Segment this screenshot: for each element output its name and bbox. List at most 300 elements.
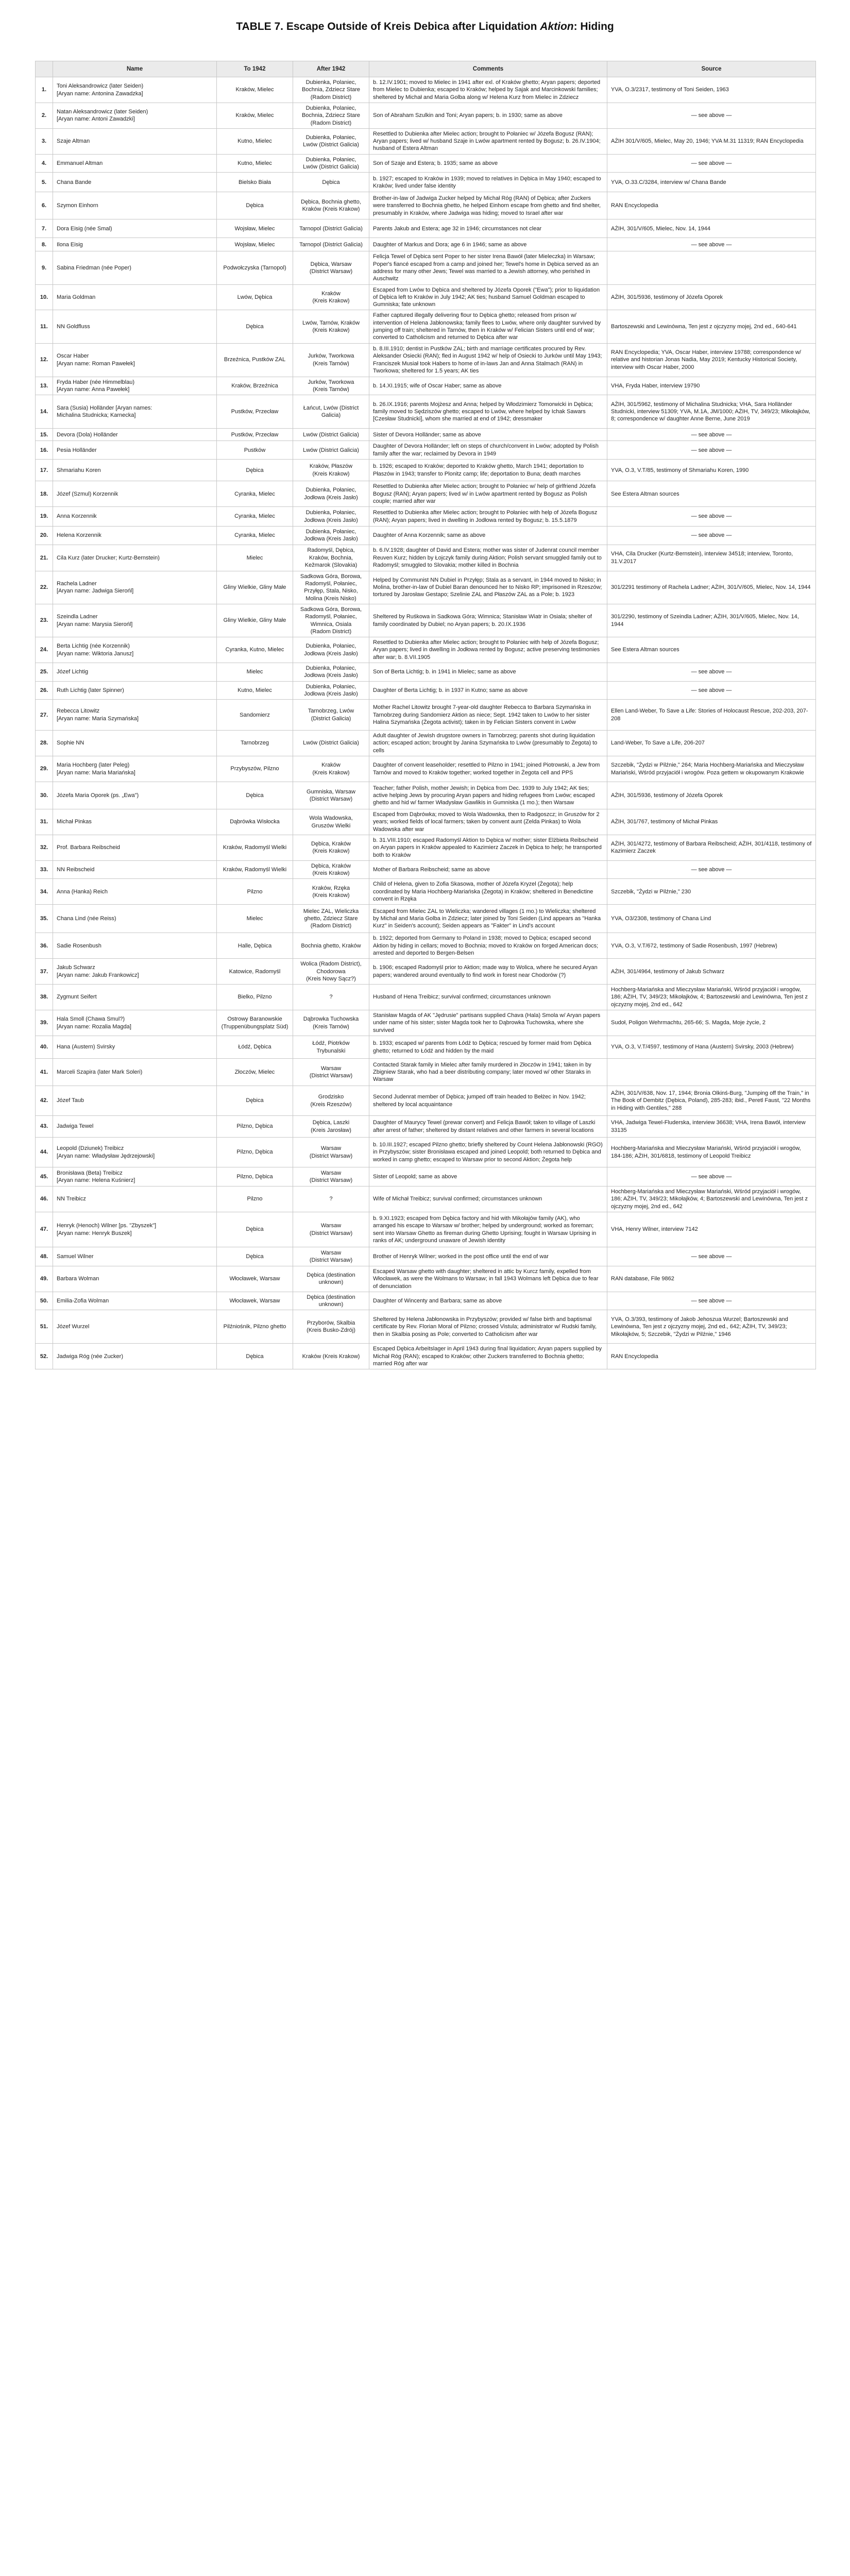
cell-line: Jadwiga Tewel: [57, 1123, 94, 1130]
row-number: 23.: [36, 604, 53, 637]
to-1942-cell: Przybyszów, Pilzno: [217, 756, 293, 782]
title-italic: Aktion: [540, 21, 574, 32]
to-1942-cell: Mielec: [217, 545, 293, 571]
row-number: 8.: [36, 238, 53, 251]
to-1942-cell: Dębica: [217, 782, 293, 809]
row-number: 46.: [36, 1187, 53, 1212]
source-cell: — see above —: [607, 103, 816, 129]
cell-line: Gruszów Wielki: [311, 822, 351, 829]
name-cell: [53, 310, 217, 343]
table-row: [36, 192, 816, 219]
cell-line: (District Warsaw): [309, 1257, 353, 1263]
cell-line: (Kreis Busko-Zdrój): [307, 1327, 355, 1334]
name-cell: [53, 1344, 217, 1369]
row-number: 36.: [36, 933, 53, 959]
cell-line: Kraków: [321, 762, 341, 769]
after-1942-cell: [293, 429, 369, 441]
table-row: [36, 782, 816, 809]
cell-line: ghetto, Zdziecz Stare: [304, 916, 358, 922]
name-cell: [53, 782, 217, 809]
cell-line: Jodłowa (Kreis Jasło): [304, 517, 358, 523]
comments-cell: Escaped Dębica Arbeitslager in April 1943 during final liquidation; Aryan papers supplied by Michał Róg (RAN); escaped to Kraków; other Zuckers transferred to Bochnia ghetto; married Róg after war: [369, 1344, 607, 1369]
cell-line: Wolica (Radom District),: [300, 961, 362, 968]
row-number: 30.: [36, 782, 53, 809]
header-row: [36, 61, 816, 77]
table-row: [36, 1212, 816, 1247]
source-cell: 301/2290, testimony of Szeindla Ladner; AŻIH, 301/V/605, Mielec, Nov. 14, 1944: [607, 604, 816, 637]
name-cell: [53, 238, 217, 251]
to-1942-cell: Pilzno: [217, 879, 293, 905]
after-1942-cell: [293, 481, 369, 507]
cell-line: Rachela Ladner: [57, 581, 97, 587]
cell-line: Shmariahu Koren: [57, 467, 101, 473]
to-1942-cell: Dębica: [217, 310, 293, 343]
to-1942-cell: Mielec: [217, 663, 293, 681]
table-row: [36, 1059, 816, 1086]
comments-cell: b. 8.III.1910; dentist in Pustków ZAL; birth and marriage certificates procured by Rev. Aleksander Osiecki (RAN); fled in August 1942 w/ help of Osiecki to Jurków until May 1943; Franciszek Musiał took Habers to home of in-laws Jan and Anna Stalmach (RAN) in Tworkowa; sheltered for 1.5 years; AK ties: [369, 343, 607, 377]
name-cell: [53, 879, 217, 905]
cell-line: Bochnia, Zdziecz Stare: [301, 112, 361, 119]
cell-line: (Kreis Krakow): [312, 769, 350, 776]
name-cell: [53, 154, 217, 173]
comments-cell: b. 1906; escaped Radomyśl prior to Aktion; made way to Wolica, where he secured Aryan papers; wandered around eventually to find work in forest near Chodorów (?): [369, 959, 607, 985]
cell-line: Józef (Szmul) Korzennik: [57, 490, 118, 497]
row-number: 48.: [36, 1247, 53, 1266]
name-cell: [53, 251, 217, 284]
cell-line: [Aryan name: Antoni Zawadzki]: [57, 116, 135, 123]
row-number: 7.: [36, 219, 53, 238]
name-cell: [53, 1116, 217, 1138]
row-number: 3.: [36, 128, 53, 154]
after-1942-cell: [293, 173, 369, 192]
cell-line: Kraków, Bochnia,: [309, 554, 353, 561]
cell-line: Cila Kurz (later Drucker; Kurtz-Bernstein): [57, 554, 160, 561]
cell-line: Chana Bande: [57, 179, 92, 185]
table-row: [36, 835, 816, 860]
row-number: 34.: [36, 879, 53, 905]
cell-line: NN Treibicz: [57, 1196, 86, 1202]
to-1942-cell: Złoczów, Mielec: [217, 1059, 293, 1086]
table-row: [36, 1292, 816, 1310]
to-1942-cell: Kutno, Mielec: [217, 681, 293, 700]
source-cell: AŻIH, 301/5962, testimony of Michalina Studnicka; VHA, Sara Holländer Studnicki, interview 51309; YVA, M.1A, JM/1000; AŻIH, TV, 349/23; Mikołajków, 8; correspondence w/ daughter Anne Berne, June 2019: [607, 395, 816, 429]
comments-cell: b. 6.IV.1928; daughter of David and Estera; mother was sister of Judenrat council member Reuven Kurz; hidden by Łojczyk family during Aktion; Polish servant smuggled family out to Radomyśl; smuggled to Slovakia; mother killed in Bochnia: [369, 545, 607, 571]
source-cell: Bartoszewski and Lewinówna, Ten jest z ojczyzny mojej, 2nd ed., 640-641: [607, 310, 816, 343]
table-row: [36, 429, 816, 441]
row-number: 2.: [36, 103, 53, 129]
source-cell: 301/2291 testimony of Rachela Ladner; AŻIH, 301/V/605, Mielec, Nov. 14, 1944: [607, 571, 816, 604]
comments-cell: Stanisław Magda of AK "Jędrusie" partisans supplied Chava (Hala) Smola w/ Aryan papers under name of his sister; sister Magda took her to Dąbrowka Tuchowska, where she survived: [369, 1010, 607, 1036]
cell-line: Fryda Haber (née Himmelblau): [57, 379, 134, 385]
after-1942-cell: [293, 933, 369, 959]
table-row: [36, 905, 816, 933]
to-1942-cell: Pilzno: [217, 1187, 293, 1212]
table-row: [36, 860, 816, 879]
cell-line: Warsaw: [320, 1170, 342, 1176]
comments-cell: Wife of Michał Treibicz; survival confirmed; circumstances unknown: [369, 1187, 607, 1212]
to-1942-cell: Kutno, Mielec: [217, 128, 293, 154]
cell-line: Warsaw: [320, 1249, 342, 1256]
cell-line: Hala Smoll (Chawa Smul?): [57, 1016, 125, 1023]
row-number: 11.: [36, 310, 53, 343]
cell-line: (Kreis Krakow): [312, 892, 350, 899]
row-number: 31.: [36, 809, 53, 835]
comments-cell: Father captured illegally delivering flour to Dębica ghetto; released from prison w/ intervention of Helena Jabłonowska; family flees to Lwów, where only daughter survived by jumping off train; sheltered in Tarnów, then in Kraków w/ Felician Sisters until end of war; converted to Catholicism and returned to Dębica after war: [369, 310, 607, 343]
table-row: [36, 460, 816, 481]
source-cell: Hochberg-Mariańska and Mieczysław Mariański, Wśród przyjaciół i wrogów, 186; AŻIH, TV, 349/23; Mikołajków, 4; Bartoszewski and Lewinówna, Ten jest z ojczyzny mojej, 2nd ed., 642: [607, 985, 816, 1010]
cell-line: [Aryan name: Henryk Buszek]: [57, 1230, 132, 1236]
cell-line: [Aryan name: Wiktoria Janusz]: [57, 650, 134, 657]
name-cell: [53, 1266, 217, 1292]
cell-line: Dora Eisig (née Smal): [57, 225, 112, 232]
after-1942-cell: [293, 879, 369, 905]
cell-line: Radomyśl, Połaniec,: [305, 614, 357, 620]
to-1942-cell: Włocławek, Warsaw: [217, 1266, 293, 1292]
cell-line: Dubienka, Połaniec,: [305, 156, 356, 163]
cell-line: (District Warsaw): [309, 1230, 353, 1236]
cell-line: Radomyśl, Połaniec,: [305, 581, 357, 587]
comments-cell: Parents Jakub and Estera; age 32 in 1946; circumstances not clear: [369, 219, 607, 238]
name-cell: [53, 637, 217, 663]
source-cell: [607, 1059, 816, 1086]
to-1942-cell: Podwołczyska (Tarnopol): [217, 251, 293, 284]
after-1942-cell: [293, 860, 369, 879]
cell-line: Dąbrowka Tuchowska: [303, 1016, 359, 1023]
comments-cell: Sister of Devora Holländer; same as above: [369, 429, 607, 441]
cell-line: Tarnopol (District Galicia): [299, 225, 363, 232]
cell-line: Dubienka, Połaniec,: [305, 510, 356, 516]
cell-line: Leopold (Dziunek) Treibicz: [57, 1145, 124, 1152]
name-cell: [53, 460, 217, 481]
name-cell: [53, 173, 217, 192]
cell-line: Marceli Szapira (later Mark Soleri): [57, 1069, 143, 1075]
name-cell: [53, 731, 217, 756]
to-1942-cell: Cyranka, Mielec: [217, 481, 293, 507]
cell-line: Dębica (destination: [307, 1272, 355, 1279]
to-1942-cell: Dębica: [217, 1212, 293, 1247]
row-number: 32.: [36, 835, 53, 860]
table-row: [36, 310, 816, 343]
to-1942-cell: Dębica: [217, 460, 293, 481]
row-number: 52.: [36, 1344, 53, 1369]
after-1942-cell: [293, 1344, 369, 1369]
to-1942-cell: Kraków, Brzeźnica: [217, 377, 293, 395]
cell-line: Berta Lichtig (née Korzennik): [57, 643, 130, 650]
cell-line: (Kreis Krakow): [312, 870, 350, 877]
source-cell: See Estera Altman sources: [607, 481, 816, 507]
after-1942-cell: [293, 507, 369, 527]
comments-cell: Daughter of Maurycy Tewel (prewar convert) and Felicja Bawół; taken to village of Laszki after arrest of father; sheltered by distant relatives and other farmers in several locations: [369, 1116, 607, 1138]
title-suffix: : Hiding: [573, 21, 614, 32]
source-cell: Land-Weber, To Save a Life, 206-207: [607, 731, 816, 756]
after-1942-cell: [293, 1167, 369, 1187]
source-cell: RAN database, File 9862: [607, 1266, 816, 1292]
source-cell: AŻIH, 301/5936, testimony of Józefa Oporek: [607, 782, 816, 809]
cell-line: (Kreis Tarnów): [313, 386, 349, 393]
table-row: [36, 879, 816, 905]
cell-line: Hana (Austern) Svirsky: [57, 1044, 115, 1050]
table-row: [36, 251, 816, 284]
cell-line: (Kreis Tarnów): [313, 360, 349, 367]
cell-line: (District Warsaw): [309, 1153, 353, 1159]
table-row: [36, 604, 816, 637]
name-cell: [53, 933, 217, 959]
source-cell: — see above —: [607, 860, 816, 879]
comments-cell: Son of Szaje and Estera; b. 1935; same as above: [369, 154, 607, 173]
cell-line: (Kreis Nowy Sącz?): [306, 975, 356, 982]
cell-line: Anna (Hanka) Reich: [57, 888, 108, 895]
to-1942-cell: Sandomierz: [217, 700, 293, 731]
to-1942-cell: Kraków, Radomyśl Wielki: [217, 860, 293, 879]
cell-line: Gumniska, Warsaw: [307, 788, 355, 795]
cell-line: Łańcut, Lwów (District: [303, 404, 359, 411]
to-1942-cell: Ostrowy Baranowskie (Truppenübungsplatz Süd): [217, 1010, 293, 1036]
cell-line: Warsaw: [320, 1223, 342, 1229]
table-row: [36, 1310, 816, 1344]
cell-line: Kraków, Rzęka: [312, 885, 350, 891]
after-1942-cell: [293, 835, 369, 860]
table-row: [36, 571, 816, 604]
cell-line: Natan Aleksandrowicz (later Seiden): [57, 109, 148, 115]
table-row: [36, 700, 816, 731]
to-1942-cell: Dębica: [217, 1247, 293, 1266]
table-row: [36, 809, 816, 835]
comments-cell: Adult daughter of Jewish drugstore owners in Tarnobrzeg; parents shot during liquidation action; escaped action; brought by Janina Szymańska to Lwów (presumably to Żegota) to cells: [369, 731, 607, 756]
after-1942-cell: [293, 527, 369, 545]
name-cell: [53, 1187, 217, 1212]
row-number: 22.: [36, 571, 53, 604]
cell-line: Chana Lind (née Reiss): [57, 916, 116, 922]
source-cell: AŻIH, 301/4272, testimony of Barbara Reibscheid; AŻIH, 301/4118, testimony of Kazimierz Zaczek: [607, 835, 816, 860]
comments-cell: Brother of Henryk Wilner; worked in the post office until the end of war: [369, 1247, 607, 1266]
name-cell: [53, 1138, 217, 1167]
name-cell: [53, 1036, 217, 1059]
cell-line: Dębica: [322, 179, 340, 185]
table-row: [36, 1036, 816, 1059]
cell-line: (District Warsaw): [309, 1177, 353, 1183]
table-row: [36, 527, 816, 545]
cell-line: Łódź, Piotrków: [312, 1040, 350, 1047]
after-1942-cell: [293, 1187, 369, 1212]
cell-line: Galicia): [321, 412, 341, 419]
source-cell: YVA, O.3/393, testimony of Jakob Jehoszua Wurzel; Bartoszewski and Lewinówna, Ten jest z ojczyzny mojej, 2nd ed., 642; AŻIH, TV, 349/23; Mikołajków, 5; Szczebik, "Żydzi w Pilźnie," 1946: [607, 1310, 816, 1344]
after-1942-cell: [293, 441, 369, 460]
cell-line: (Kreis Krakow): [312, 470, 350, 477]
to-1942-cell: Wojsław, Mielec: [217, 238, 293, 251]
source-cell: RAN Encyclopedia: [607, 1344, 816, 1369]
to-1942-cell: Pilzno, Dębica: [217, 1116, 293, 1138]
table-row: [36, 637, 816, 663]
cell-line: ?: [329, 994, 333, 1001]
cell-line: [Aryan name: Antonina Zawadzka]: [57, 90, 143, 97]
to-1942-cell: Brzeźnica, Pustków ZAL: [217, 343, 293, 377]
table-body: [36, 77, 816, 1369]
cell-line: Wimnica, Osiala: [310, 621, 352, 628]
cell-line: [Aryan name: Maria Szymańska]: [57, 715, 139, 722]
comments-cell: b. 10.III.1927; escaped Pilzno ghetto; briefly sheltered by Count Helena Jabłonowski (RGO) in Przybyszów; sister Bronisława escaped and joined Leopold; both returned to Dębica and worked in camp ghetto; escaped to Warsaw prior to second Aktion; Żegota help: [369, 1138, 607, 1167]
name-cell: [53, 663, 217, 681]
to-1942-cell: Gliny Wielkie, Gliny Małe: [217, 604, 293, 637]
name-cell: [53, 545, 217, 571]
cell-line: Dubienka, Połaniec,: [305, 643, 356, 650]
to-1942-cell: Lwów, Dębica: [217, 284, 293, 310]
cell-line: Szymon Einhorn: [57, 202, 98, 209]
table-row: [36, 1086, 816, 1116]
cell-line: (Kreis Tarnów): [313, 1023, 349, 1030]
to-1942-cell: Wojsław, Mielec: [217, 219, 293, 238]
table-row: [36, 959, 816, 985]
name-cell: [53, 527, 217, 545]
row-number: 17.: [36, 460, 53, 481]
comments-cell: Daughter of Wincenty and Barbara; same as above: [369, 1292, 607, 1310]
after-1942-cell: [293, 310, 369, 343]
cell-line: Kraków: [321, 290, 341, 297]
comments-cell: Escaped Warsaw ghetto with daughter; sheltered in attic by Kurcz family, expelled from Włocławek, as were the Wolmans to Warsaw; in fall 1943 Wolmans left Dębica due to fear of denunciation: [369, 1266, 607, 1292]
after-1942-cell: [293, 1212, 369, 1247]
source-cell: YVA, O.3, V.T/4597, testimony of Hana (Austern) Svirsky, 2003 (Hebrew): [607, 1036, 816, 1059]
cell-line: Jodłowa (Kreis Jasło): [304, 650, 358, 657]
row-number: 19.: [36, 507, 53, 527]
table-row: [36, 1344, 816, 1369]
name-cell: [53, 507, 217, 527]
table-title: [0, 21, 850, 33]
cell-line: (Radom District): [310, 94, 352, 100]
cell-line: Jurków, Tworkowa: [308, 353, 354, 360]
after-1942-cell: [293, 1310, 369, 1344]
cell-line: Kraków (Kreis Krakow): [302, 1353, 360, 1360]
cell-line: Michalina Studnicka; Karnecka]: [57, 412, 136, 419]
cell-line: Józef Wurzel: [57, 1324, 90, 1330]
cell-line: Radomyśl, Dębica,: [307, 547, 355, 554]
cell-line: Toni Aleksandrowicz (later Seiden): [57, 83, 144, 90]
cell-line: [Aryan name: Roman Pawełek]: [57, 360, 135, 367]
table-row: [36, 1187, 816, 1212]
row-number: 18.: [36, 481, 53, 507]
cell-line: [Aryan name: Anna Pawełek]: [57, 386, 130, 393]
cell-line: (Kreis Krakow): [312, 327, 350, 334]
cell-line: [Aryan name: Jadwiga Sierońl]: [57, 588, 134, 595]
after-1942-cell: [293, 571, 369, 604]
comments-cell: b. 9.XI.1923; escaped from Dębica factory and hid with Mikołajów family (AK), who arranged his escape to Warsaw w/ brother; helped by underground; worked as foreman; sent into Warsaw Ghetto as fireman during Ghetto Uprising; fought in Warsaw Uprising in ranks of AK; underground unaware of Jewish identity: [369, 1212, 607, 1247]
after-1942-cell: [293, 1010, 369, 1036]
cell-line: Lwów, Tarnów, Kraków: [302, 319, 360, 326]
cell-line: (District Warsaw): [309, 796, 353, 803]
table-row: [36, 395, 816, 429]
cell-line: Barbara Wolman: [57, 1276, 99, 1282]
cell-line: ?: [329, 1196, 333, 1202]
comments-cell: Resettled to Dubienka after Mielec action; brought to Połaniec with help of Józefa Bogusz; Aryan papers; lived in dwelling in Jodłowa rented by Bogusz; active preserving testimonies after war; b. 8.VII.1905: [369, 637, 607, 663]
after-1942-cell: [293, 154, 369, 173]
to-1942-cell: Halle, Dębica: [217, 933, 293, 959]
name-cell: [53, 835, 217, 860]
cell-line: (District Galicia): [311, 715, 351, 722]
row-number: 27.: [36, 700, 53, 731]
cell-line: Sadkowa Góra, Borowa,: [300, 606, 362, 613]
comments-cell: Resettled to Dubienka after Mielec action; brought to Połaniec w/ Józefa Bogusz (RAN); Aryan papers; lived w/ husband Szaje in Lwów apartment rented by Bogusz; b. 26.IV.1904; husband of Estera Altman: [369, 128, 607, 154]
table-row: [36, 1010, 816, 1036]
after-1942-cell: [293, 905, 369, 933]
cell-line: Emmanuel Altman: [57, 160, 103, 166]
row-number: 4.: [36, 154, 53, 173]
cell-line: (District Warsaw): [309, 1073, 353, 1079]
comments-cell: Sheltered by Helena Jabłonowska in Przybyszów; provided w/ false birth and baptismal certificate by Rev. Florian Moral of Pilzno; crossed Vistula; administrator w/ Rudski family, then in Skalbia posing as Pole; converted to Catholicism after war: [369, 1310, 607, 1344]
source-cell: — see above —: [607, 663, 816, 681]
table-row: [36, 731, 816, 756]
cell-line: Samuel Wilner: [57, 1253, 94, 1260]
cell-line: [Aryan name: Maria Mariańska]: [57, 769, 135, 776]
source-cell: — see above —: [607, 154, 816, 173]
after-1942-cell: [293, 377, 369, 395]
cell-line: Dubienka, Połaniec,: [305, 665, 356, 671]
cell-line: Dubienka, Polaniec,: [305, 105, 356, 111]
cell-line: Tarnobrzeg, Lwów: [308, 708, 354, 715]
source-cell: [607, 251, 816, 284]
cell-line: (Radom District): [310, 923, 352, 929]
after-1942-cell: [293, 756, 369, 782]
cell-line: Jodłowa (Kreis Jasło): [304, 690, 358, 697]
after-1942-cell: [293, 1059, 369, 1086]
name-cell: [53, 284, 217, 310]
to-1942-cell: Pilzno, Dębica: [217, 1167, 293, 1187]
row-number: 39.: [36, 1010, 53, 1036]
cell-line: Sabina Friedman (née Poper): [57, 264, 131, 271]
name-cell: [53, 985, 217, 1010]
source-cell: YVA, O.33.C/3284, interview w/ Chana Bande: [607, 173, 816, 192]
table-row: [36, 1266, 816, 1292]
cell-line: NN Goldfluss: [57, 323, 90, 330]
row-number: 35.: [36, 905, 53, 933]
after-1942-cell: [293, 77, 369, 103]
to-1942-cell: Cyranka, Mielec: [217, 507, 293, 527]
cell-line: (Radom District): [310, 120, 352, 126]
cell-line: Sadie Rosenbush: [57, 942, 101, 949]
name-cell: [53, 756, 217, 782]
name-cell: [53, 905, 217, 933]
cell-line: Maria Goldman: [57, 294, 96, 300]
name-cell: [53, 395, 217, 429]
name-cell: [53, 604, 217, 637]
to-1942-cell: Dębica: [217, 1344, 293, 1369]
row-number: 26.: [36, 681, 53, 700]
table-row: [36, 173, 816, 192]
source-cell: YVA, O.3/2317, testimony of Toni Seiden, 1963: [607, 77, 816, 103]
cell-line: (Kreis Rzeszów): [310, 1101, 352, 1108]
after-1942-cell: [293, 128, 369, 154]
comments-cell: Resettled to Dubienka after Mielec action; brought to Połaniec w/ help of girlfriend Józefa Bogusz (RAN); Aryan papers; lived w/ in Lwów apartment rented by Bogusz as Polish couple; married after war: [369, 481, 607, 507]
row-number: 12.: [36, 343, 53, 377]
after-1942-cell: [293, 238, 369, 251]
cell-line: Szaje Altman: [57, 138, 90, 145]
cell-line: [Aryan name: Jakub Frankowicz]: [57, 972, 139, 978]
to-1942-cell: Mielec: [217, 905, 293, 933]
name-cell: [53, 103, 217, 129]
cell-line: Jodłowa (Kreis Jasło): [304, 672, 358, 679]
name-cell: [53, 809, 217, 835]
after-1942-cell: [293, 1036, 369, 1059]
cell-line: Dębica, Bochnia ghetto,: [301, 199, 361, 206]
cell-line: Michał Pinkas: [57, 819, 92, 825]
row-number: 21.: [36, 545, 53, 571]
row-number: 24.: [36, 637, 53, 663]
source-cell: Sudoł, Poligon Wehrmachtu, 265-66; S. Magda, Moje życie, 2: [607, 1010, 816, 1036]
cell-line: Ilona Eisig: [57, 241, 83, 248]
row-number: 47.: [36, 1212, 53, 1247]
row-number: 38.: [36, 985, 53, 1010]
cell-line: (Radom District): [310, 628, 352, 635]
row-number: 14.: [36, 395, 53, 429]
cell-line: (District Warsaw): [309, 268, 353, 275]
table-row: [36, 441, 816, 460]
